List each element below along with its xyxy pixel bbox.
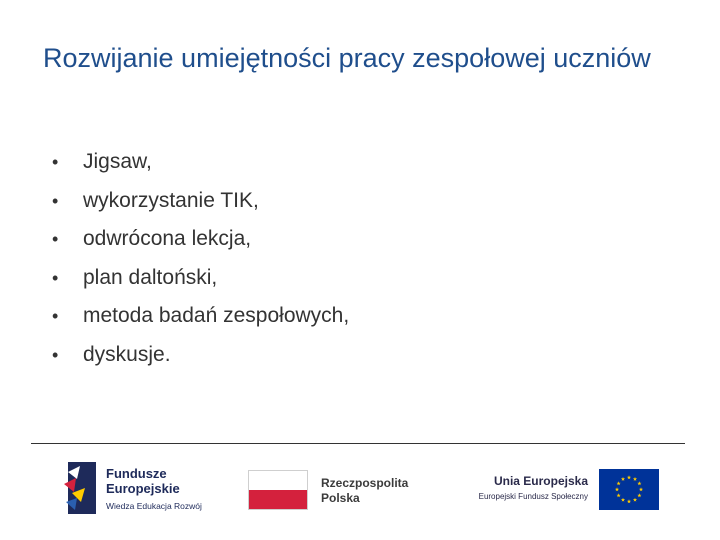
polish-flag-icon	[248, 470, 308, 510]
list-item-text: dyskusje.	[83, 342, 171, 366]
bullet-dot: •	[52, 344, 59, 365]
fundusze-europejskie-logo-icon	[64, 462, 98, 516]
bullet-dot: •	[52, 229, 59, 249]
list-item-text: metoda badań zespołowych,	[83, 304, 350, 327]
list-item-text: plan daltoński,	[83, 265, 218, 289]
footer-divider	[31, 443, 685, 444]
slide-title: Rozwijanie umiejętności pracy zespołowej uczniów	[43, 43, 651, 73]
unia-europejska-text	[460, 474, 588, 501]
fe-line2: Europejskie	[106, 481, 180, 496]
fe-line1: Fundusze	[106, 466, 167, 481]
fe-tagline: Wiedza Edukacja Rozwój	[106, 501, 202, 511]
list-item	[52, 259, 349, 298]
pl-line2: Polska	[321, 491, 360, 505]
list-item-text: wykorzystanie TIK,	[83, 188, 259, 212]
bullet-dot: •	[52, 152, 59, 172]
eu-line1: Unia Europejska	[493, 474, 588, 488]
fundusze-europejskie-text	[106, 466, 202, 511]
eu-line2: Europejski Fundusz Społeczny	[478, 492, 588, 501]
bullet-dot: •	[52, 190, 59, 211]
list-item	[52, 297, 349, 336]
list-item	[52, 143, 349, 182]
pl-line1: Rzeczpospolita	[321, 476, 409, 490]
bullet-dot: •	[52, 306, 59, 326]
list-item-text: Jigsaw,	[83, 150, 152, 173]
eu-flag-icon	[599, 469, 659, 510]
bullet-dot: •	[52, 267, 59, 288]
rzeczpospolita-polska-text	[321, 476, 408, 506]
list-item	[52, 182, 349, 221]
bullet-list	[52, 143, 349, 374]
list-item	[52, 220, 349, 259]
list-item-text: odwrócona lekcja,	[83, 227, 252, 250]
list-item	[52, 336, 349, 375]
